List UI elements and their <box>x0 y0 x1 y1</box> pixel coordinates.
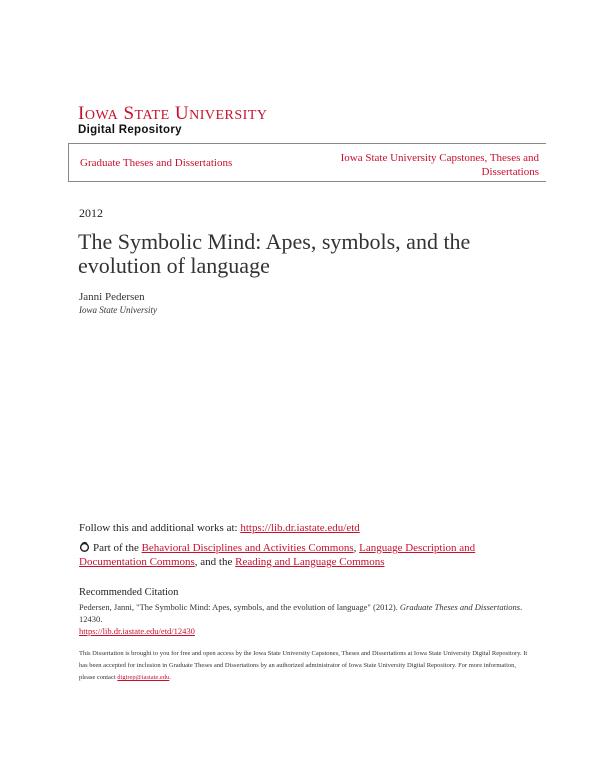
follow-line <box>79 522 360 534</box>
commons-link-behavioral[interactable]: Behavioral Disciplines and Activities Commons <box>141 542 354 554</box>
header-divider-bottom <box>68 181 546 182</box>
notice-text: This Dissertation is brought to you for free and open access by the Iowa State University Capstones, Theses and Dissertations at Iowa State University Digital Repository. It has been accepted for inclusion in Graduate Theses and Dissertations by an authorized administrator of Iowa State University Digital Repository. For more information, please contact <box>79 650 528 681</box>
publication-year: 2012 <box>79 206 103 220</box>
header-divider-top <box>68 143 546 144</box>
logo-letter-i: I <box>78 103 85 124</box>
citation-number: . 12430. <box>79 602 523 624</box>
follow-url-link[interactable]: https://lib.dr.iastate.edu/etd <box>240 522 360 534</box>
contact-email-link[interactable]: digirep@iastate.edu <box>117 674 170 681</box>
logo-subtitle: Digital Repository <box>78 124 182 136</box>
recommended-citation-heading: Recommended Citation <box>79 587 179 598</box>
logo-letters-niversity: NIVERSITY <box>189 108 268 123</box>
citation-journal: Graduate Theses and Dissertations <box>399 602 521 612</box>
citation-url-link[interactable]: https://lib.dr.iastate.edu/etd/12430 <box>79 626 195 636</box>
follow-text: Follow this and additional works at: <box>79 522 241 534</box>
citation-body: Pedersen, Janni, "The Symbolic Mind: Apes, symbols, and the evolution of language" (2012). <box>79 602 400 612</box>
paper-title: The Symbolic Mind: Apes, symbols, and the evolution of language <box>78 229 471 278</box>
logo-letters-tate: TATE <box>134 108 170 123</box>
part-of-commons <box>79 541 519 569</box>
logo-letters-owa: OWA <box>84 108 119 123</box>
collection-link-graduate-theses[interactable]: Graduate Theses and Dissertations <box>80 157 233 169</box>
author-affiliation: Iowa State University <box>79 305 157 315</box>
logo-letter-s: S <box>123 103 135 124</box>
open-access-icon <box>79 541 90 552</box>
collection-link-capstones[interactable]: Iowa State University Capstones, Theses and Dissertations <box>340 152 539 178</box>
part-of-separator-1: , <box>353 542 360 554</box>
commons-link-reading-language[interactable]: Reading and Language Commons <box>235 556 385 568</box>
author-name: Janni Pedersen <box>79 291 145 303</box>
commons-link-language-description[interactable]: Language Description and Documentation Commons <box>79 542 476 568</box>
notice-end: . <box>169 674 171 681</box>
logo-letter-u: U <box>174 103 190 124</box>
access-notice <box>79 648 529 684</box>
part-of-separator-2: , and the <box>194 556 236 568</box>
header-divider-left <box>68 143 69 182</box>
part-of-prefix: Part of the <box>93 542 142 554</box>
university-logo-title <box>78 104 268 126</box>
citation-text <box>79 601 529 637</box>
